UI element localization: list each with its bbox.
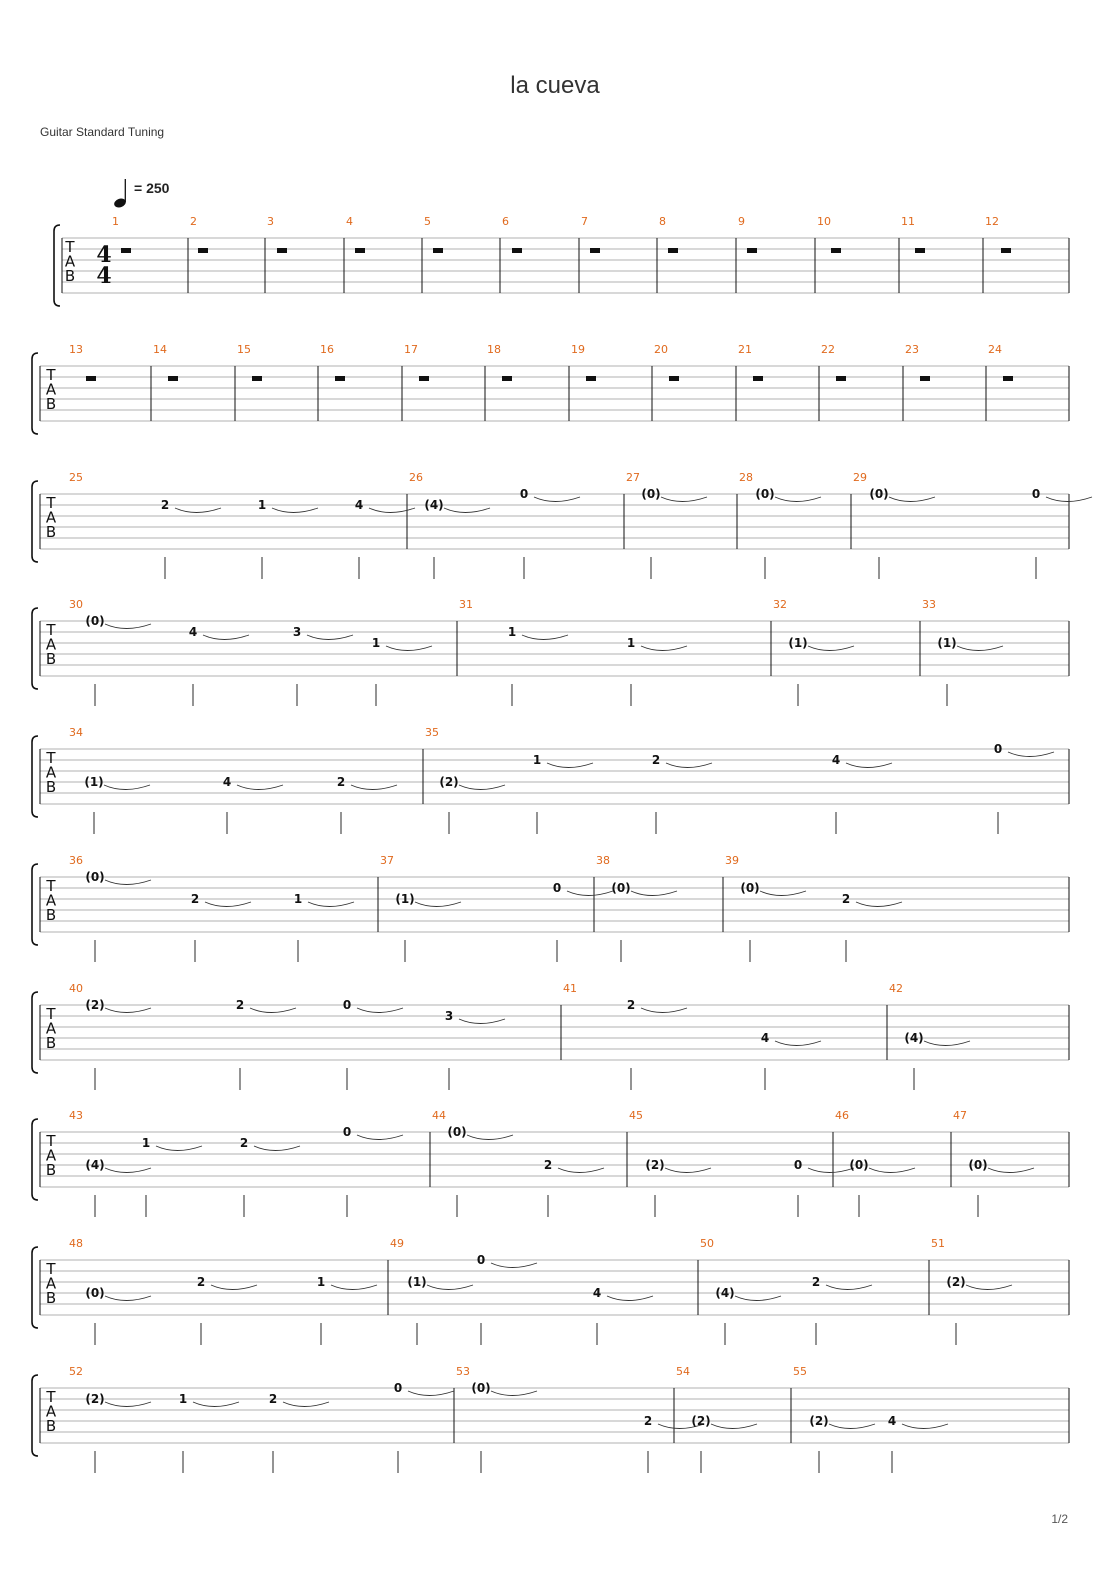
measure-number: 7: [581, 215, 588, 228]
tie-arc: [808, 646, 854, 651]
tab-letter: A: [45, 1402, 57, 1421]
tie-arc: [459, 785, 505, 790]
fret-number: 2: [160, 498, 170, 512]
rest-icon: [747, 248, 757, 253]
measure-number: 41: [563, 982, 577, 995]
tie-arc: [607, 1296, 653, 1301]
tie-arc: [491, 1391, 537, 1396]
tab-letter: A: [45, 1146, 57, 1165]
tie-arc: [357, 1135, 403, 1140]
measure-number: 34: [69, 726, 83, 739]
tab-letter: A: [45, 508, 57, 527]
fret-number: (2): [439, 775, 459, 789]
tab-letter: T: [46, 749, 56, 767]
measure-number: 2: [190, 215, 197, 228]
tab-letter: B: [45, 1161, 57, 1179]
measure-number: 22: [821, 343, 835, 356]
fret-number: (2): [809, 1414, 829, 1428]
tie-arc: [988, 1168, 1034, 1173]
tab-letter: A: [45, 763, 57, 782]
fret-number: 0: [393, 1381, 403, 1395]
rest-icon: [669, 376, 679, 381]
measure-number: 35: [425, 726, 439, 739]
system-bracket: [32, 1119, 38, 1200]
measure-number: 23: [905, 343, 919, 356]
fret-number: 1: [532, 753, 542, 767]
fret-number: (4): [715, 1286, 735, 1300]
fret-number: 2: [543, 1158, 553, 1172]
measure-number: 1: [112, 215, 119, 228]
measure-number: 50: [700, 1237, 714, 1250]
fret-number: (1): [407, 1275, 427, 1289]
measure-number: 24: [988, 343, 1002, 356]
measure-number: 43: [69, 1109, 83, 1122]
fret-number: (4): [904, 1031, 924, 1045]
fret-number: 4: [188, 625, 198, 639]
fret-number: (4): [85, 1158, 105, 1172]
tie-arc: [924, 1041, 970, 1046]
measure-number: 12: [985, 215, 999, 228]
system-bracket: [32, 353, 38, 434]
page-number: 1/2: [1051, 1512, 1068, 1526]
measure-number: 16: [320, 343, 334, 356]
measure-number: 18: [487, 343, 501, 356]
measure-number: 49: [390, 1237, 404, 1250]
measure-number: 14: [153, 343, 167, 356]
tie-arc: [534, 497, 580, 502]
fret-number: 4: [887, 1414, 897, 1428]
tie-arc: [357, 1008, 403, 1013]
measure-number: 36: [69, 854, 83, 867]
measure-number: 38: [596, 854, 610, 867]
tab-letter: T: [46, 1260, 56, 1278]
tie-arc: [631, 891, 677, 896]
tab-letter: T: [46, 1132, 56, 1150]
tie-arc: [889, 497, 935, 502]
rest-icon: [1003, 376, 1013, 381]
fret-number: (1): [788, 636, 808, 650]
fret-number: (0): [85, 870, 105, 884]
fret-number: (1): [395, 892, 415, 906]
tie-arc: [558, 1168, 604, 1173]
tab-letter: A: [45, 891, 57, 910]
tab-letter: B: [64, 267, 76, 285]
measure-number: 32: [773, 598, 787, 611]
measure-number: 31: [459, 598, 473, 611]
measure-number: 5: [424, 215, 431, 228]
tab-letter: B: [45, 1417, 57, 1435]
fret-number: 0: [993, 742, 1003, 756]
fret-number: 2: [626, 998, 636, 1012]
rest-icon: [668, 248, 678, 253]
tab-letter: B: [45, 778, 57, 796]
tie-arc: [760, 891, 806, 896]
fret-number: (0): [471, 1381, 491, 1395]
tie-arc: [711, 1424, 757, 1429]
system-bracket: [32, 1247, 38, 1328]
tie-arc: [105, 624, 151, 629]
tie-arc: [444, 508, 490, 513]
tab-letter: A: [45, 1274, 57, 1293]
measure-number: 6: [502, 215, 509, 228]
tie-arc: [826, 1285, 872, 1290]
tie-arc: [808, 1168, 854, 1173]
fret-number: 1: [626, 636, 636, 650]
measure-number: 19: [571, 343, 585, 356]
fret-number: (0): [447, 1125, 467, 1139]
time-signature-bottom: 4: [96, 263, 112, 289]
fret-number: 3: [444, 1009, 454, 1023]
system-bracket: [32, 608, 38, 689]
measure-number: 25: [69, 471, 83, 484]
tie-arc: [408, 1391, 454, 1396]
measure-number: 44: [432, 1109, 446, 1122]
tie-arc: [775, 1041, 821, 1046]
tie-arc: [105, 1296, 151, 1301]
tab-letter: T: [46, 621, 56, 639]
tab-letter: T: [46, 366, 56, 384]
tie-arc: [205, 902, 251, 907]
measure-number: 54: [676, 1365, 690, 1378]
tab-letter: A: [64, 252, 76, 271]
tab-letter: B: [45, 650, 57, 668]
tie-arc: [735, 1296, 781, 1301]
rest-icon: [836, 376, 846, 381]
tie-arc: [193, 1402, 239, 1407]
tab-letter: A: [45, 635, 57, 654]
rest-icon: [915, 248, 925, 253]
fret-number: 2: [643, 1414, 653, 1428]
tab-letter: B: [45, 1034, 57, 1052]
tie-arc: [105, 1008, 151, 1013]
tie-arc: [869, 1168, 915, 1173]
fret-number: 0: [552, 881, 562, 895]
tie-arc: [641, 1008, 687, 1013]
measure-number: 3: [267, 215, 274, 228]
fret-number: (1): [84, 775, 104, 789]
tab-letter: B: [45, 395, 57, 413]
fret-number: 2: [196, 1275, 206, 1289]
fret-number: 1: [371, 636, 381, 650]
rest-icon: [86, 376, 96, 381]
fret-number: 3: [292, 625, 302, 639]
tie-arc: [105, 880, 151, 885]
measure-number: 15: [237, 343, 251, 356]
rest-icon: [586, 376, 596, 381]
tie-arc: [666, 763, 712, 768]
measure-number: 8: [659, 215, 666, 228]
fret-number: 1: [507, 625, 517, 639]
fret-number: 4: [354, 498, 364, 512]
rest-icon: [831, 248, 841, 253]
tab-letter: T: [46, 877, 56, 895]
tab-letter: B: [45, 1289, 57, 1307]
fret-number: 0: [793, 1158, 803, 1172]
tab-letter: T: [46, 1388, 56, 1406]
system-bracket: [32, 481, 38, 562]
tie-arc: [156, 1146, 202, 1151]
fret-number: 1: [141, 1136, 151, 1150]
tempo-label: = 250: [134, 180, 170, 196]
measure-number: 53: [456, 1365, 470, 1378]
rest-icon: [502, 376, 512, 381]
rest-icon: [355, 248, 365, 253]
fret-number: (2): [946, 1275, 966, 1289]
tie-arc: [105, 1402, 151, 1407]
rest-icon: [590, 248, 600, 253]
fret-number: 0: [342, 1125, 352, 1139]
system-bracket: [32, 992, 38, 1073]
fret-number: (1): [937, 636, 957, 650]
tie-arc: [641, 646, 687, 651]
tie-arc: [105, 1168, 151, 1173]
tab-letter: T: [46, 494, 56, 512]
tie-arc: [829, 1424, 875, 1429]
tie-arc: [567, 891, 613, 896]
tie-arc: [307, 635, 353, 640]
fret-number: 1: [316, 1275, 326, 1289]
tie-arc: [1008, 752, 1054, 757]
measure-number: 52: [69, 1365, 83, 1378]
measure-number: 9: [738, 215, 745, 228]
tab-letter: T: [65, 238, 75, 256]
measure-number: 46: [835, 1109, 849, 1122]
rest-icon: [252, 376, 262, 381]
tie-arc: [369, 508, 415, 513]
tie-arc: [902, 1424, 948, 1429]
measure-number: 47: [953, 1109, 967, 1122]
measure-number: 17: [404, 343, 418, 356]
fret-number: 0: [476, 1253, 486, 1267]
tie-arc: [386, 646, 432, 651]
rest-icon: [121, 248, 131, 253]
tab-letter: B: [45, 906, 57, 924]
system-bracket: [32, 736, 38, 817]
fret-number: 4: [760, 1031, 770, 1045]
rest-icon: [277, 248, 287, 253]
fret-number: 4: [592, 1286, 602, 1300]
tie-arc: [547, 763, 593, 768]
tuning-label: Guitar Standard Tuning: [40, 125, 165, 139]
fret-number: 1: [257, 498, 267, 512]
rest-icon: [168, 376, 178, 381]
fret-number: 1: [178, 1392, 188, 1406]
measure-number: 30: [69, 598, 83, 611]
measure-number: 28: [739, 471, 753, 484]
measure-number: 21: [738, 343, 752, 356]
tab-letter: T: [46, 1005, 56, 1023]
system-bracket: [54, 225, 60, 306]
song-title: la cueva: [510, 72, 600, 99]
tie-arc: [775, 497, 821, 502]
tie-arc: [175, 508, 221, 513]
rest-icon: [198, 248, 208, 253]
fret-number: (4): [424, 498, 444, 512]
measure-number: 11: [901, 215, 915, 228]
tie-arc: [459, 1019, 505, 1024]
fret-number: 2: [651, 753, 661, 767]
fret-number: 0: [342, 998, 352, 1012]
rest-icon: [1001, 248, 1011, 253]
rest-icon: [753, 376, 763, 381]
system-bracket: [32, 864, 38, 945]
fret-number: (0): [968, 1158, 988, 1172]
measure-number: 40: [69, 982, 83, 995]
fret-number: (0): [849, 1158, 869, 1172]
measure-number: 4: [346, 215, 353, 228]
tab-letter: A: [45, 380, 57, 399]
tie-arc: [491, 1263, 537, 1268]
fret-number: 2: [190, 892, 200, 906]
fret-number: 2: [239, 1136, 249, 1150]
tie-arc: [211, 1285, 257, 1290]
rest-icon: [335, 376, 345, 381]
measure-number: 29: [853, 471, 867, 484]
tie-arc: [467, 1135, 513, 1140]
tie-arc: [331, 1285, 377, 1290]
fret-number: (2): [85, 1392, 105, 1406]
measure-number: 51: [931, 1237, 945, 1250]
tie-arc: [272, 508, 318, 513]
tie-arc: [237, 785, 283, 790]
fret-number: 2: [841, 892, 851, 906]
tie-arc: [283, 1402, 329, 1407]
fret-number: (2): [645, 1158, 665, 1172]
measure-number: 39: [725, 854, 739, 867]
fret-number: (0): [869, 487, 889, 501]
fret-number: (0): [740, 881, 760, 895]
fret-number: (2): [691, 1414, 711, 1428]
tie-arc: [427, 1285, 473, 1290]
measure-number: 37: [380, 854, 394, 867]
tie-arc: [415, 902, 461, 907]
rest-icon: [419, 376, 429, 381]
fret-number: 0: [1031, 487, 1041, 501]
fret-number: 2: [235, 998, 245, 1012]
tie-arc: [957, 646, 1003, 651]
fret-number: 4: [222, 775, 232, 789]
fret-number: 0: [519, 487, 529, 501]
tie-arc: [351, 785, 397, 790]
tie-arc: [308, 902, 354, 907]
rest-icon: [920, 376, 930, 381]
measure-number: 20: [654, 343, 668, 356]
tie-arc: [522, 635, 568, 640]
fret-number: 2: [811, 1275, 821, 1289]
rest-icon: [512, 248, 522, 253]
tie-arc: [966, 1285, 1012, 1290]
rest-icon: [433, 248, 443, 253]
measure-number: 26: [409, 471, 423, 484]
tie-arc: [254, 1146, 300, 1151]
system-bracket: [32, 1375, 38, 1456]
fret-number: (0): [85, 1286, 105, 1300]
measure-number: 55: [793, 1365, 807, 1378]
fret-number: 2: [336, 775, 346, 789]
measure-number: 45: [629, 1109, 643, 1122]
measure-number: 48: [69, 1237, 83, 1250]
fret-number: (0): [611, 881, 631, 895]
fret-number: (0): [641, 487, 661, 501]
tab-letter: A: [45, 1019, 57, 1038]
tie-arc: [661, 497, 707, 502]
tie-arc: [250, 1008, 296, 1013]
tab-letter: B: [45, 523, 57, 541]
tie-arc: [856, 902, 902, 907]
fret-number: 1: [293, 892, 303, 906]
fret-number: (0): [755, 487, 775, 501]
tie-arc: [846, 763, 892, 768]
fret-number: (2): [85, 998, 105, 1012]
measure-number: 10: [817, 215, 831, 228]
fret-number: (0): [85, 614, 105, 628]
measure-number: 42: [889, 982, 903, 995]
tie-arc: [665, 1168, 711, 1173]
fret-number: 4: [831, 753, 841, 767]
measure-number: 33: [922, 598, 936, 611]
measure-number: 13: [69, 343, 83, 356]
fret-number: 2: [268, 1392, 278, 1406]
tie-arc: [203, 635, 249, 640]
time-signature-top: 4: [96, 242, 112, 268]
tie-arc: [104, 785, 150, 790]
measure-number: 27: [626, 471, 640, 484]
